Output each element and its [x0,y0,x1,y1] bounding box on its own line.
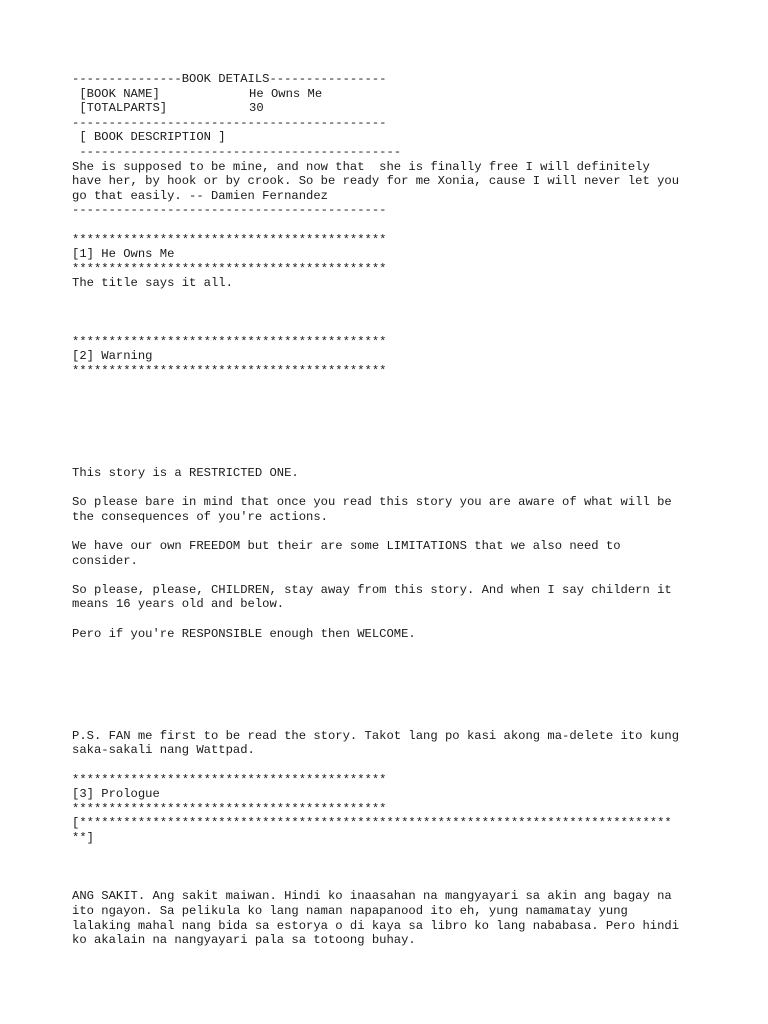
prologue-line: ko akalain na nangyayari pala sa totoong buhay. [72,933,416,948]
prologue-line: ANG SAKIT. Ang sakit maiwan. Hindi ko inaasahan na mangyayari sa akin ang bagay na [72,889,672,904]
chapter-separator: ******************************************* [72,334,387,349]
chapter-1-title: [1] He Owns Me [72,247,175,262]
long-stars-line: [********************************************************************************* [72,816,672,831]
warning-paragraph: This story is a RESTRICTED ONE. [72,466,299,481]
ps-note: saka-sakali nang Wattpad. [72,743,255,758]
chapter-1-body: The title says it all. [72,276,233,291]
total-parts-value: 30 [249,101,264,116]
book-name-label: [BOOK NAME] [72,86,160,101]
book-description-label: [ BOOK DESCRIPTION ] [72,130,226,145]
document-page [72,72,712,948]
chapter-separator: ******************************************* [72,232,387,247]
long-stars-line: **] [72,830,94,845]
chapter-separator: ******************************************* [72,801,387,816]
prologue-line: lalaking mahal nang bida sa estorya o di kaya sa libro ko lang nababasa. Pero hindi [72,918,680,933]
chapter-2-title: [2] Warning [72,349,153,364]
description-end-rule: ------------------------------------------- [72,203,387,218]
total-parts-label: [TOTALPARTS] [72,101,168,116]
book-name-row [72,87,712,102]
warning-paragraph: Pero if you're RESPONSIBLE enough then WELCOME. [72,626,416,641]
book-details-header: ---------------BOOK DETAILS---------------- [72,72,387,86]
warning-paragraph: consider. [72,553,138,568]
description-line: have her, by hook or by crook. So be ready for me Xonia, cause I will never let you [72,174,680,189]
warning-paragraph: means 16 years old and below. [72,597,285,612]
chapter-3-title: [3] Prologue [72,787,160,802]
warning-paragraph: So please, please, CHILDREN, stay away from this story. And when I say childern it [72,582,672,597]
prologue-line: ito ngayon. Sa pelikula ko lang naman napapanood ito eh, yung namamatay yung [72,903,628,918]
description-line: She is supposed to be mine, and now that she is finally free I will definitely [72,159,650,174]
description-rule: -------------------------------------------- [72,144,402,159]
total-parts-row [72,101,712,116]
warning-paragraph: So please bare in mind that once you read this story you are aware of what will be [72,495,672,510]
details-rule: ------------------------------------------- [72,115,387,130]
chapter-separator: ******************************************* [72,363,387,378]
book-name-value: He Owns Me [249,86,323,101]
ps-note: P.S. FAN me first to be read the story. Takot lang po kasi akong ma-delete ito kung [72,728,680,743]
warning-paragraph: We have our own FREEDOM but their are some LIMITATIONS that we also need to [72,539,621,554]
warning-paragraph: the consequences of you're actions. [72,509,328,524]
chapter-separator: ******************************************* [72,261,387,276]
chapter-separator: ******************************************* [72,772,387,787]
description-line: go that easily. -- Damien Fernandez [72,188,328,203]
